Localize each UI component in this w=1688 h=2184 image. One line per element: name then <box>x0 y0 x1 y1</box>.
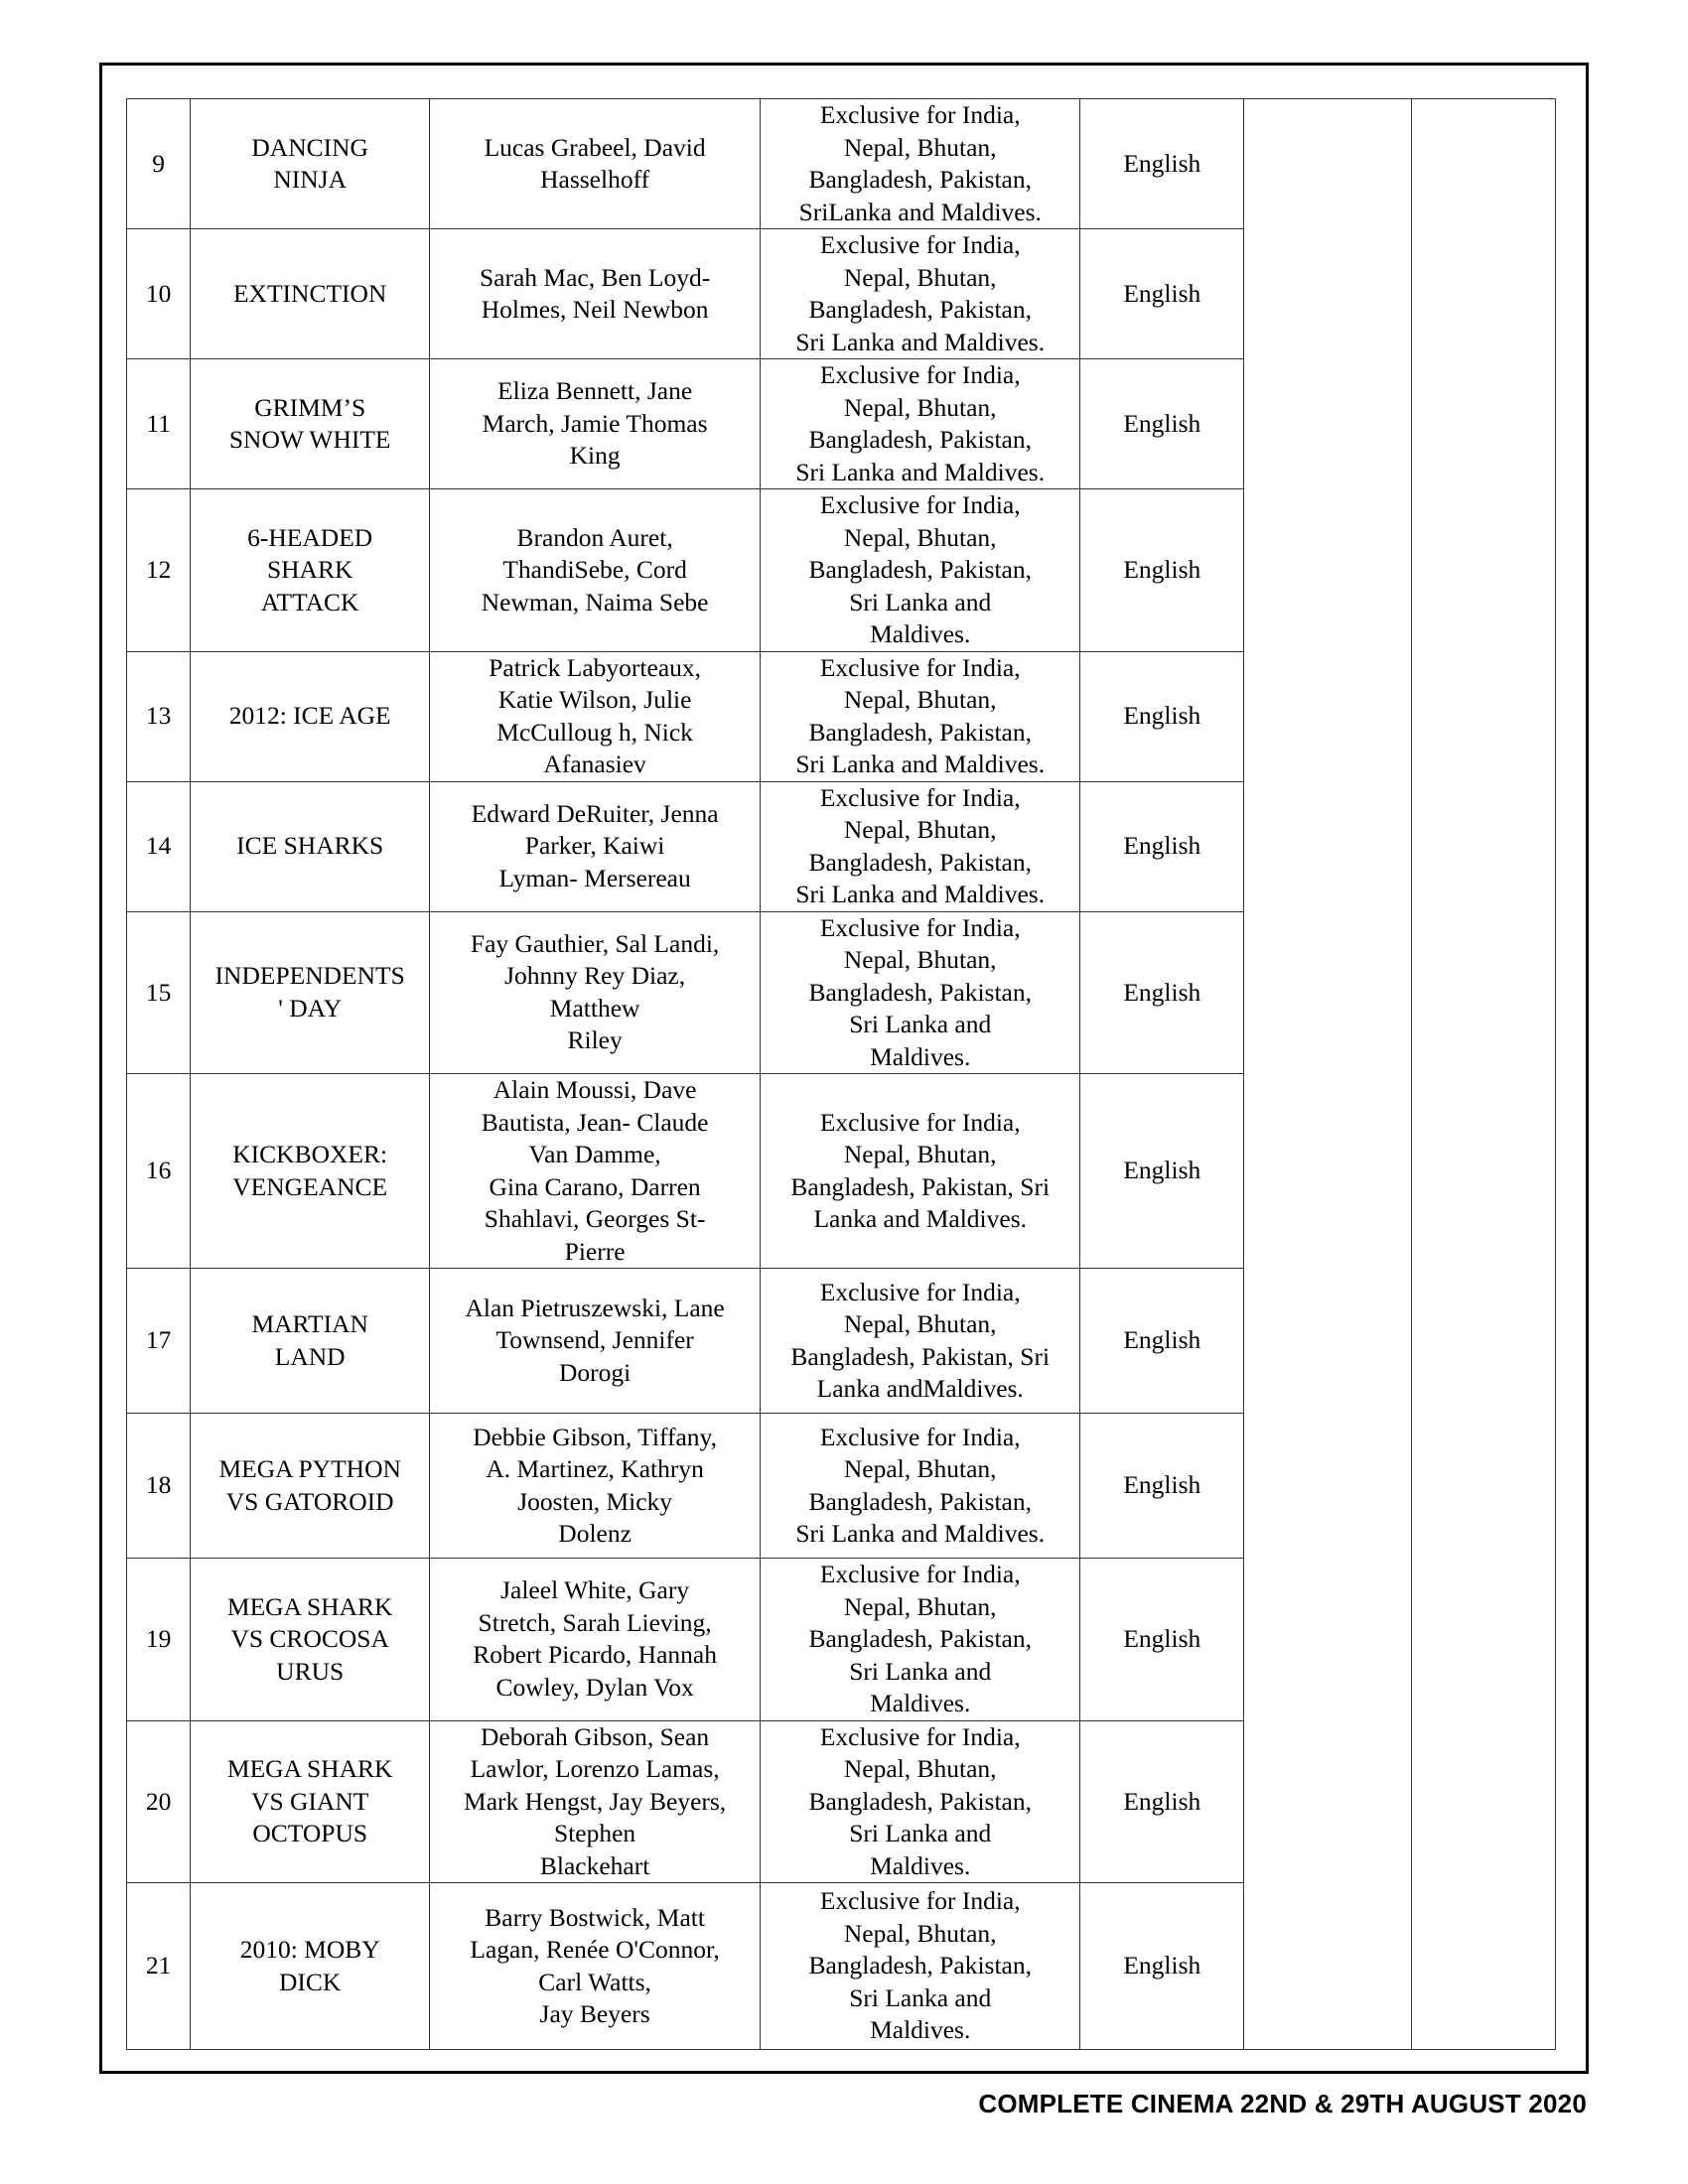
film-cast: Deborah Gibson, Sean Lawlor, Lorenzo Lamas, Mark Hengst, Jay Beyers, Stephen Blackehart <box>430 1720 761 1883</box>
rights-territory: Exclusive for India, Nepal, Bhutan, Bangladesh, Pakistan, Sri Lanka and Maldives. <box>761 1414 1080 1559</box>
film-language: English <box>1080 229 1244 359</box>
rights-territory: Exclusive for India, Nepal, Bhutan, Bangladesh, Pakistan, Sri Lanka and Maldives. <box>761 911 1080 1074</box>
row-number: 12 <box>127 489 191 652</box>
film-rights-table <box>126 98 1556 2050</box>
film-cast: Jaleel White, Gary Stretch, Sarah Lieving, Robert Picardo, Hannah Cowley, Dylan Vox <box>430 1559 761 1721</box>
film-language: English <box>1080 359 1244 489</box>
film-language: English <box>1080 489 1244 652</box>
film-cast: Debbie Gibson, Tiffany, A. Martinez, Kathryn Joosten, Micky Dolenz <box>430 1414 761 1559</box>
film-cast: Brandon Auret, ThandiSebe, Cord Newman, Naima Sebe <box>430 489 761 652</box>
film-title: 2012: ICE AGE <box>191 651 430 781</box>
film-cast: Barry Bostwick, Matt Lagan, Renée O'Connor, Carl Watts, Jay Beyers <box>430 1883 761 2050</box>
row-number: 10 <box>127 229 191 359</box>
film-language: English <box>1080 1414 1244 1559</box>
rights-territory: Exclusive for India, Nepal, Bhutan, Bangladesh, Pakistan, Sri Lanka and Maldives. <box>761 229 1080 359</box>
film-language: English <box>1080 1074 1244 1269</box>
row-number: 18 <box>127 1414 191 1559</box>
film-title: ICE SHARKS <box>191 781 430 911</box>
film-title: KICKBOXER: VENGEANCE <box>191 1074 430 1269</box>
film-title: INDEPENDENTS ' DAY <box>191 911 430 1074</box>
row-number: 20 <box>127 1720 191 1883</box>
film-language: English <box>1080 781 1244 911</box>
row-number: 19 <box>127 1559 191 1721</box>
film-title: MEGA SHARK VS CROCOSA URUS <box>191 1559 430 1721</box>
film-title: MEGA SHARK VS GIANT OCTOPUS <box>191 1720 430 1883</box>
film-cast: Eliza Bennett, Jane March, Jamie Thomas King <box>430 359 761 489</box>
row-number: 11 <box>127 359 191 489</box>
film-title: DANCING NINJA <box>191 99 430 229</box>
rights-territory: Exclusive for India, Nepal, Bhutan, Bangladesh, Pakistan, Sri Lanka and Maldives. <box>761 489 1080 652</box>
film-language: English <box>1080 1269 1244 1414</box>
film-title: MEGA PYTHON VS GATOROID <box>191 1414 430 1559</box>
film-language: English <box>1080 1720 1244 1883</box>
film-title: 6-HEADED SHARK ATTACK <box>191 489 430 652</box>
rights-territory: Exclusive for India, Nepal, Bhutan, Bangladesh, Pakistan, Sri Lanka and Maldives. <box>761 359 1080 489</box>
document-footer: COMPLETE CINEMA 22ND & 29TH AUGUST 2020 <box>978 2089 1587 2118</box>
row-number: 15 <box>127 911 191 1074</box>
film-cast: Alain Moussi, Dave Bautista, Jean- Claude Van Damme, Gina Carano, Darren Shahlavi, Georges St- Pierre <box>430 1074 761 1269</box>
film-cast: Patrick Labyorteaux, Katie Wilson, Julie McCulloug h, Nick Afanasiev <box>430 651 761 781</box>
row-number: 13 <box>127 651 191 781</box>
film-title: 2010: MOBY DICK <box>191 1883 430 2050</box>
film-language: English <box>1080 1883 1244 2050</box>
row-number: 17 <box>127 1269 191 1414</box>
empty-column-1 <box>1244 99 1412 2050</box>
rights-territory: Exclusive for India, Nepal, Bhutan, Bangladesh, Pakistan, Sri Lanka and Maldives. <box>761 1559 1080 1721</box>
film-language: English <box>1080 911 1244 1074</box>
film-title: EXTINCTION <box>191 229 430 359</box>
rights-territory: Exclusive for India, Nepal, Bhutan, Bangladesh, Pakistan, SriLanka and Maldives. <box>761 99 1080 229</box>
row-number: 21 <box>127 1883 191 2050</box>
row-number: 14 <box>127 781 191 911</box>
rights-territory: Exclusive for India, Nepal, Bhutan, Bangladesh, Pakistan, Sri Lanka and Maldives. <box>761 1074 1080 1269</box>
film-cast: Fay Gauthier, Sal Landi, Johnny Rey Diaz, Matthew Riley <box>430 911 761 1074</box>
film-language: English <box>1080 99 1244 229</box>
film-cast: Alan Pietruszewski, Lane Townsend, Jennifer Dorogi <box>430 1269 761 1414</box>
film-cast: Edward DeRuiter, Jenna Parker, Kaiwi Lyman- Mersereau <box>430 781 761 911</box>
film-title: MARTIAN LAND <box>191 1269 430 1414</box>
film-title: GRIMM’S SNOW WHITE <box>191 359 430 489</box>
rights-territory: Exclusive for India, Nepal, Bhutan, Bangladesh, Pakistan, Sri Lanka and Maldives. <box>761 651 1080 781</box>
rights-territory: Exclusive for India, Nepal, Bhutan, Bangladesh, Pakistan, Sri Lanka and Maldives. <box>761 781 1080 911</box>
row-number: 16 <box>127 1074 191 1269</box>
rights-territory: Exclusive for India, Nepal, Bhutan, Bangladesh, Pakistan, Sri Lanka and Maldives. <box>761 1720 1080 1883</box>
table-row <box>127 99 1556 229</box>
film-cast: Lucas Grabeel, David Hasselhoff <box>430 99 761 229</box>
film-cast: Sarah Mac, Ben Loyd- Holmes, Neil Newbon <box>430 229 761 359</box>
rights-territory: Exclusive for India, Nepal, Bhutan, Bangladesh, Pakistan, Sri Lanka and Maldives. <box>761 1883 1080 2050</box>
film-language: English <box>1080 1559 1244 1721</box>
rights-territory: Exclusive for India, Nepal, Bhutan, Bangladesh, Pakistan, Sri Lanka andMaldives. <box>761 1269 1080 1414</box>
film-language: English <box>1080 651 1244 781</box>
empty-column-2 <box>1412 99 1556 2050</box>
row-number: 9 <box>127 99 191 229</box>
